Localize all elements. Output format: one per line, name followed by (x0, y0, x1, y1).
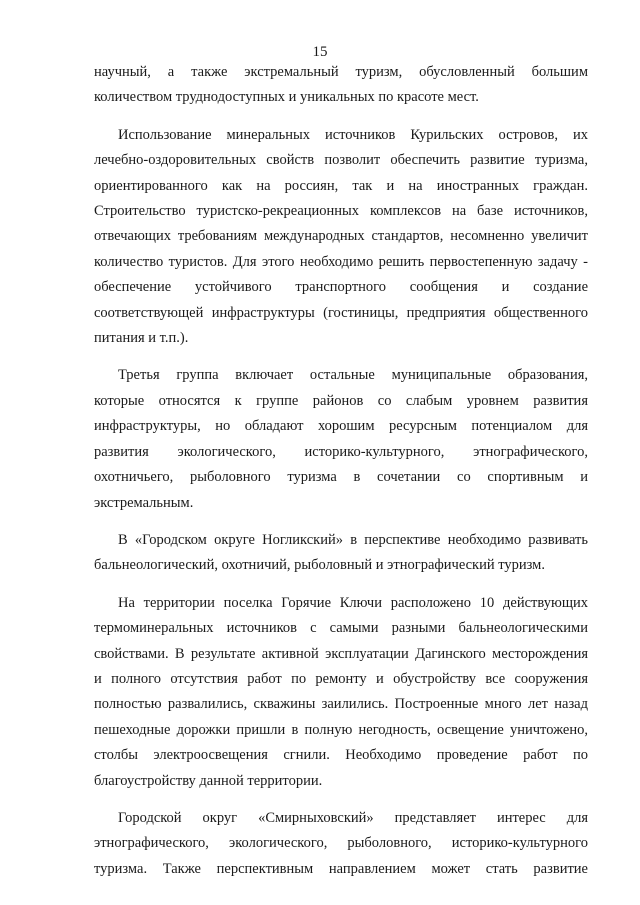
text-line: В «Городском округе Ногликский» в перспективе необходимо развивать (118, 531, 588, 548)
paragraph-gap (94, 351, 588, 363)
text-line: этнографического, экологического, рыболовного, историко-культурного (94, 835, 588, 852)
paragraph (94, 806, 588, 882)
text-line: отвечающих требованиям международных стандартов, несомненно увеличит (94, 228, 588, 245)
paragraph-gap (94, 794, 588, 806)
text-line: экстремальным. (94, 494, 194, 511)
text-line: благоустройству данной территории. (94, 772, 323, 789)
paragraph (94, 363, 588, 515)
text-line: туризма. Также перспективным направлением может стать развитие (94, 860, 588, 877)
text-line: ориентированного как на россиян, так и на иностранных граждан. (94, 177, 588, 194)
paragraph-gap (94, 579, 588, 591)
paragraph (94, 60, 588, 111)
text-line: бальнеологический, охотничий, рыболовный и этнографический туризм. (94, 557, 545, 574)
text-line: охотничьего, рыболовного туризма в сочетании со спортивным и (94, 469, 588, 486)
paragraph (94, 528, 588, 579)
text-line: полностью развалились, скважины заилились. Построенные много лет назад (94, 696, 588, 713)
text-line: термоминеральных источников с самыми разными бальнеологическими (94, 620, 588, 637)
text-line: и полного отсутствия работ по ремонту и обустройству все сооружения (94, 670, 588, 687)
paragraph (94, 591, 588, 794)
text-line: столбы электроосвещения сгнили. Необходимо проведение работ по (94, 747, 588, 764)
text-line: свойствами. В результате активной эксплуатации Дагинского месторождения (94, 645, 588, 662)
text-line: Третья группа включает остальные муниципальные образования, (118, 367, 588, 384)
paragraph (94, 123, 588, 352)
document-body (94, 60, 588, 882)
text-line: которые относятся к группе районов со слабым уровнем развития (94, 392, 588, 409)
text-line: соответствующей инфраструктуры (гостиницы, предприятия общественного (94, 304, 588, 321)
text-line: пешеходные дорожки пришли в полную негодность, освещение уничтожено, (94, 721, 588, 738)
text-line: Городской округ «Смирныховский» представляет интерес для (118, 809, 588, 826)
text-line: количеством труднодоступных и уникальных по красоте мест. (94, 89, 479, 106)
paragraph-gap (94, 111, 588, 123)
text-line: инфраструктуры, но обладают хорошим ресурсным потенциалом для (94, 418, 588, 435)
text-line: Строительство туристско-рекреационных комплексов на базе источников, (94, 203, 588, 220)
page-number: 15 (312, 44, 328, 60)
text-line: обеспечение устойчивого транспортного сообщения и создание (94, 279, 588, 296)
text-line: Использование минеральных источников Курильских островов, их (118, 126, 588, 143)
text-line: развития экологического, историко-культурного, этнографического, (94, 443, 588, 460)
text-line: лечебно-оздоровительных свойств позволит обеспечить развитие туризма, (94, 152, 588, 169)
text-line: На территории поселка Горячие Ключи расположено 10 действующих (118, 594, 588, 611)
text-line: научный, а также экстремальный туризм, обусловленный большим (94, 64, 588, 80)
paragraph-gap (94, 516, 588, 528)
text-line: количество туристов. Для этого необходимо решить первостепенную задачу - (94, 253, 588, 270)
text-line: питания и т.п.). (94, 330, 189, 347)
